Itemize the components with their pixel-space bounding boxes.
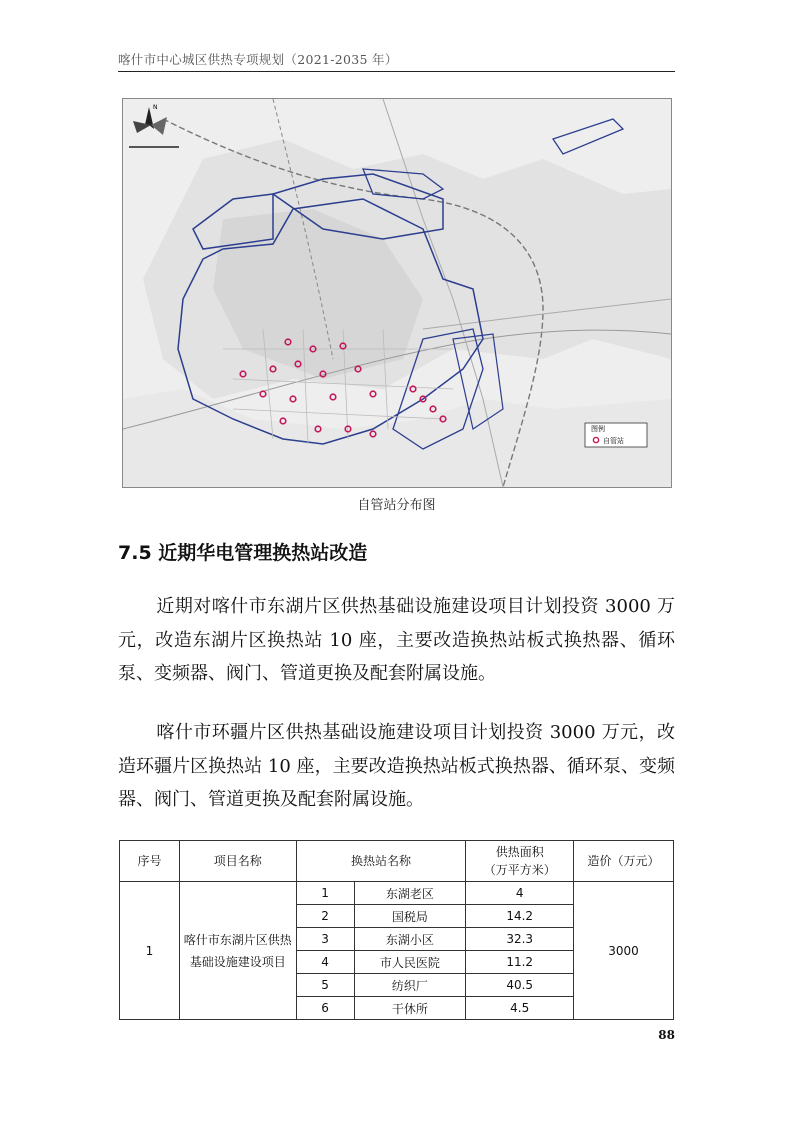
- row-no: 6: [296, 997, 354, 1020]
- station-renovation-table: [119, 840, 674, 1020]
- header-seq: 序号: [120, 841, 180, 882]
- map-legend: [585, 423, 647, 447]
- group-project-line1: 喀什市东湖片区供热: [183, 932, 292, 947]
- legend-station-label: 自管站: [603, 437, 624, 445]
- group-project: [179, 882, 296, 1020]
- row-area: 4.5: [466, 997, 574, 1020]
- header-area: [466, 841, 574, 882]
- row-name: 市人民医院: [354, 951, 466, 974]
- header-project: 项目名称: [179, 841, 296, 882]
- paragraph-donghu: [118, 590, 675, 691]
- row-name: 纺织厂: [354, 974, 466, 997]
- map-svg: [123, 99, 671, 487]
- row-no: 4: [296, 951, 354, 974]
- row-no: 3: [296, 928, 354, 951]
- row-name: 东湖小区: [354, 928, 466, 951]
- map-caption: 自管站分布图: [357, 498, 436, 513]
- row-area: 11.2: [466, 951, 574, 974]
- paragraph-huanjiang: [118, 716, 675, 817]
- row-no: 5: [296, 974, 354, 997]
- group-cost: 3000: [574, 882, 674, 1020]
- header-area-line2: （万平方米）: [483, 863, 556, 877]
- header-station: 换热站名称: [296, 841, 466, 882]
- row-name: 国税局: [354, 905, 466, 928]
- row-area: 4: [466, 882, 574, 905]
- table-row: [120, 882, 674, 905]
- table-header-row: [120, 841, 674, 882]
- paragraph-huanjiang-text: 喀什市环疆片区供热基础设施建设项目计划投资 3000 万元，改造环疆片区换热站 10 座，主要改造换热站板式换热器、循环泵、变频器、阀门、管道更换及配套附属设施。: [118, 722, 675, 810]
- section-title: 7.5 近期华电管理换热站改造: [118, 542, 368, 564]
- row-name: 东湖老区: [354, 882, 466, 905]
- row-no: 1: [296, 882, 354, 905]
- header-cost: 造价（万元）: [574, 841, 674, 882]
- legend-title: 图例: [591, 425, 605, 433]
- running-header: 喀什市中心城区供热专项规划（2021-2035 年）: [118, 52, 398, 67]
- paragraph-donghu-text: 近期对喀什市东湖片区供热基础设施建设项目计划投资 3000 万元，改造东湖片区换热站 10 座，主要改造换热站板式换热器、循环泵、变频器、阀门、管道更换及配套附属设施。: [118, 596, 675, 684]
- page-number: 88: [658, 1028, 675, 1042]
- header-rule: [118, 71, 675, 72]
- row-no: 2: [296, 905, 354, 928]
- row-name: 干休所: [354, 997, 466, 1020]
- station-distribution-map: [122, 98, 672, 488]
- row-area: 32.3: [466, 928, 574, 951]
- row-area: 14.2: [466, 905, 574, 928]
- row-area: 40.5: [466, 974, 574, 997]
- group-seq: 1: [120, 882, 180, 1020]
- header-area-line1: 供热面积: [495, 845, 544, 859]
- group-project-line2: 基础设施建设项目: [189, 954, 286, 969]
- north-label: N: [153, 104, 158, 111]
